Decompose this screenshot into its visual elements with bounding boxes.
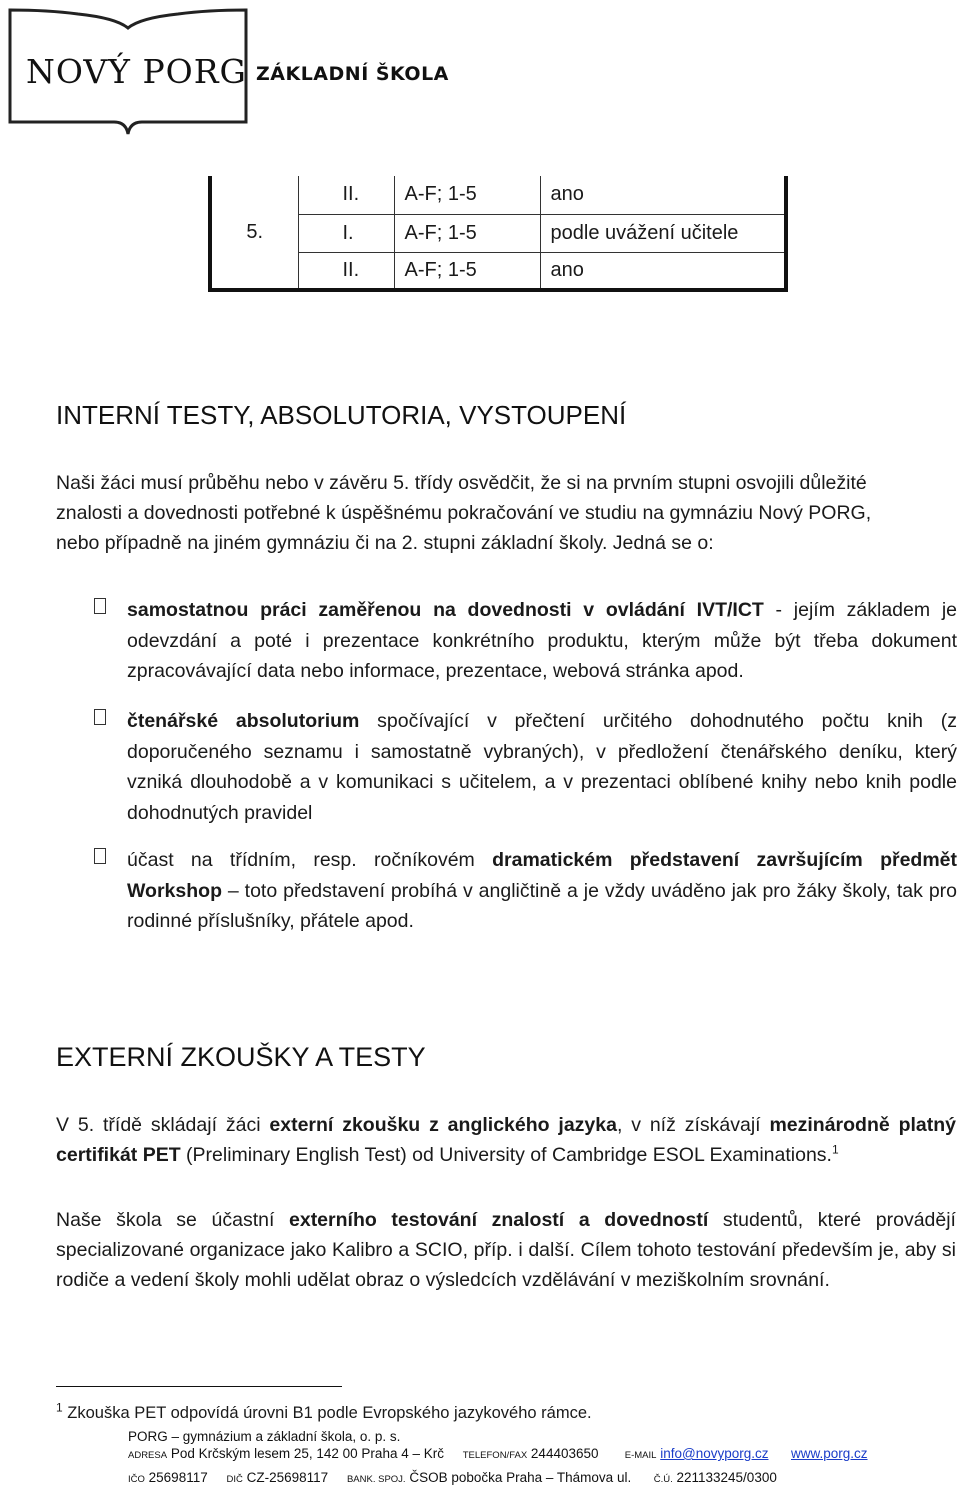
footer-bank: ČSOB pobočka Praha – Thámova ul. [409, 1470, 632, 1485]
list-item-text: - jejím základem je odevzdání a poté i prezentace konkrétního produktu, kterým může být třeba dokument zpracovávající data nebo informace, prezentace, webová stránka apod. [127, 599, 958, 682]
table-cell-note: ano [540, 252, 786, 290]
section-heading-internal: INTERNÍ TESTY, ABSOLUTORIA, VYSTOUPENÍ [56, 400, 627, 430]
footer-email-link[interactable]: info@novyporg.cz [660, 1446, 769, 1461]
table-cell-scale: A-F; 1-5 [394, 252, 540, 290]
grading-table [208, 176, 788, 292]
footer-label: Č.Ú. [653, 1474, 673, 1485]
footer-phone: 244403650 [530, 1446, 599, 1461]
footnote-text: Zkouška PET odpovídá úrovni B1 podle Evropského jazykového rámce. [67, 1404, 592, 1422]
list-item-ict [127, 595, 957, 687]
footer-org: PORG – gymnázium a základní škola, o. p. s. [128, 1429, 401, 1444]
text-run: V 5. třídě skládají žáci [56, 1114, 270, 1136]
table-cell-scale: A-F; 1-5 [394, 176, 540, 214]
footer-address: Pod Krčským lesem 25, 142 00 Praha 4 – Krč [170, 1446, 444, 1461]
text-run: studentů, které provádějí specializované organizace jako Kalibro a SCIO, příp. i další. Cílem tohoto testování především je, aby si rodiče a vedení školy mohli udělat obraz o výsledcích vzdělávání v meziškolním srovnání. [56, 1209, 956, 1291]
footer-registry-line [128, 1470, 777, 1485]
text-run: Naše škola se účastní [56, 1209, 289, 1231]
footer-label: BANK. SPOJ. [346, 1474, 406, 1485]
text-run: , v níž získávají [616, 1114, 770, 1136]
footnote-ref: 1 [831, 1142, 839, 1157]
footer-label: E-MAIL [624, 1450, 657, 1461]
list-item-drama [127, 845, 957, 937]
intro-line: nebo případně na jiném gymnáziu či na 2. stupni základní školy. Jedná se o: [56, 532, 714, 554]
intro-line: Naši žáci musí průběhu nebo v závěru 5. třídy osvědčit, že si na prvním stupni osvojili důležité [56, 472, 867, 494]
footer-label: TELEFON/FAX [462, 1450, 528, 1461]
text-bold: mezinárodně platný certifikát PET [56, 1114, 956, 1166]
bullet-icon [94, 848, 114, 868]
table-cell-note: ano [550, 183, 584, 206]
logo-subtitle: ZÁKLADNÍ ŠKOLA [256, 63, 449, 85]
list-item-bold: samostatnou práci zaměřenou na dovednosti v ovládání IVT/ICT [127, 599, 764, 621]
text-bold: externí zkoušku z anglického jazyka [269, 1114, 617, 1136]
footnote-divider [56, 1386, 342, 1387]
pet-paragraph [56, 1110, 956, 1170]
footer-dic: CZ-25698117 [246, 1470, 329, 1485]
footnote-number: 1 [56, 1400, 63, 1415]
table-cell-level: I. [298, 214, 394, 252]
text-bold: externího testování znalostí a dovedností [289, 1209, 709, 1231]
list-item-text: – toto představení probíhá v angličtině a je vždy uváděno jak pro žáky školy, tak pro rodinné příslušníky, přátele apod. [127, 879, 957, 932]
logo-name: NOVÝ PORG [26, 52, 247, 91]
bullet-icon [94, 709, 114, 729]
intro-line: znalosti a dovednosti potřebné k úspěšnému pokračování ve studiu na gymnáziu Nový PORG, [56, 502, 872, 524]
table-cell-level: II. [298, 176, 394, 214]
bullet-icon [94, 598, 114, 618]
list-item-bold: dramatickém představení završujícím předmět Workshop [127, 849, 958, 902]
list-item-pre: účast na třídním, resp. ročníkovém [127, 849, 493, 871]
footer-account: 221133245/0300 [676, 1470, 777, 1485]
table-cell-grade: 5. [210, 176, 298, 290]
section-heading-external: EXTERNÍ ZKOUŠKY A TESTY [56, 1042, 426, 1072]
footer-ico: 25698117 [148, 1470, 208, 1485]
footer-label: IČO [128, 1474, 145, 1485]
text-run: (Preliminary English Test) od University of Cambridge ESOL Examinations. [180, 1144, 832, 1166]
footer-web-link[interactable]: www.porg.cz [791, 1446, 868, 1461]
list-item-bold: čtenářské absolutorium [127, 710, 360, 732]
table-cell-level: II. [298, 252, 394, 290]
footer-contact-line [128, 1446, 868, 1461]
testing-paragraph [56, 1205, 956, 1295]
school-logo [8, 6, 468, 136]
footer-label: DIČ [226, 1474, 243, 1485]
list-item-reading [127, 706, 957, 828]
list-item-text: spočívající v přečtení určitého dohodnutého počtu knih (z doporučeného seznamu i samostatně vybraných), v předložení čtenářského deníku, který vzniká dlouhodobě a v komunikaci s učitelem, a v prezentaci oblíbené knihy nebo knih podle dohodnutých pravidel [127, 710, 957, 824]
table-cell-scale: A-F; 1-5 [394, 214, 540, 252]
footer-label: ADRESA [128, 1450, 168, 1461]
table-row [210, 176, 786, 214]
table-cell-note: podle uvážení učitele [540, 214, 786, 252]
footnote [56, 1400, 592, 1423]
intro-paragraph [56, 468, 956, 558]
